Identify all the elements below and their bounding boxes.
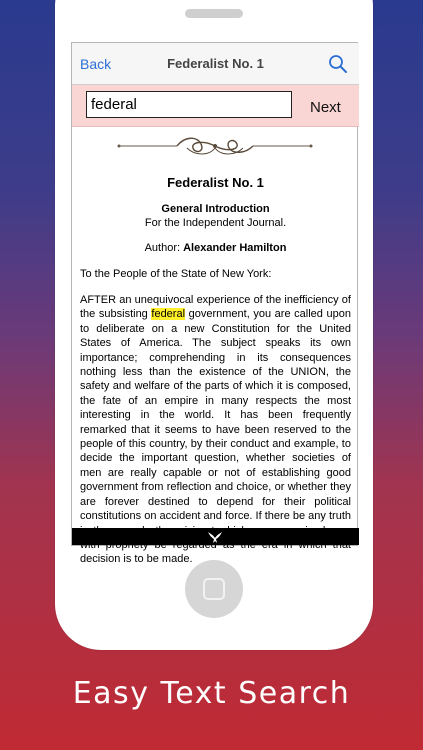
promo-caption: Easy Text Search <box>72 676 351 711</box>
search-icon[interactable] <box>328 54 348 74</box>
document-content[interactable] <box>72 127 359 566</box>
home-square-icon <box>203 578 225 600</box>
back-button[interactable]: Back <box>80 56 112 72</box>
document-publication: For the Independent Journal. <box>144 217 287 229</box>
document-title: Federalist No. 1 <box>167 175 264 190</box>
author-line <box>72 242 359 254</box>
phone-speaker <box>185 9 243 18</box>
search-bar <box>72 85 359 127</box>
search-highlight: federal <box>151 308 186 321</box>
home-button[interactable] <box>185 560 243 618</box>
eagle-icon[interactable] <box>207 529 223 544</box>
body-text-before: AFTER an unequivocal experience of the inefficiency of the subsisting <box>80 294 351 321</box>
search-input[interactable] <box>86 91 292 118</box>
nav-title: Federalist No. 1 <box>167 56 264 71</box>
author-name: Alexander Hamilton <box>183 242 287 254</box>
next-button[interactable]: Next <box>310 99 341 116</box>
body-text-after: government, you are called upon to deliberate on a new Constitution for the United States of America. The subject speaks its own importance; comprehending in its consequences nothing less than the existence of the UNION, the safety and welfare of the parts of which it is composed, the fate of an empire in many respects the most interesting in the world. It has been frequently remarked that it seems to have been reserved to the people of this country, by their conduct and example, to decide the important question, whether societies of men are really capable or not of establishing good government from reflection and choice, or whether they are forever destined to depend for their political constitutions on accident and force. If there be any truth decision is to be made. <box>80 308 351 566</box>
author-label: Author: <box>144 242 181 254</box>
salutation: To the People of the State of New York: <box>80 268 272 280</box>
bottom-toolbar <box>72 528 359 545</box>
ornament-divider-icon <box>117 134 313 158</box>
app-screen <box>71 42 358 566</box>
body-paragraph <box>80 293 351 567</box>
navigation-bar <box>72 43 359 85</box>
document-subtitle: General Introduction <box>161 203 270 215</box>
